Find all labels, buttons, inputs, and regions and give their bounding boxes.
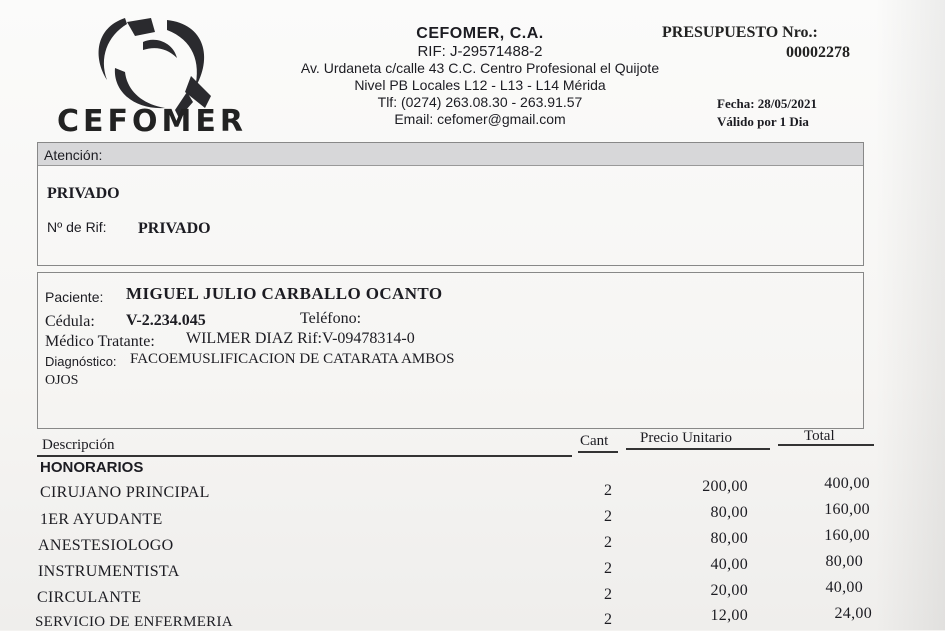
table-row-description: CIRUJANO PRINCIPAL (40, 484, 210, 501)
col-header-unit-price: Precio Unitario (640, 430, 733, 446)
table-row-total: 80,00 (825, 553, 863, 570)
quote-block (662, 24, 862, 62)
table-row-unit-price: 80,00 (710, 504, 748, 521)
diagnosis-label: Diagnóstico: (45, 354, 117, 369)
table-row-description: INSTRUMENTISTA (38, 563, 180, 580)
table-row-qty: 2 (604, 560, 613, 577)
company-address-2: Nivel PB Locales L12 - L13 - L14 Mérida (354, 77, 606, 93)
attention-box (37, 142, 864, 266)
table-row-total: 400,00 (824, 475, 870, 492)
attention-rif-value: PRIVADO (138, 220, 211, 237)
page-shadow (875, 0, 945, 630)
company-header (250, 25, 710, 128)
table-row-unit-price: 40,00 (710, 556, 748, 573)
table-row-description: SERVICIO DE ENFERMERIA (35, 614, 233, 630)
patient-phone-label: Teléfono: (300, 310, 362, 327)
quote-label: PRESUPUESTO Nro.: (662, 24, 818, 41)
patient-id-label: Cédula: (45, 313, 95, 330)
doctor-label: Médico Tratante: (45, 333, 155, 350)
header-rule-total (778, 444, 874, 446)
table-row-qty: 2 (604, 611, 613, 628)
table-row-qty: 2 (604, 586, 613, 603)
attention-name: PRIVADO (47, 185, 120, 202)
doctor-name: WILMER DIAZ Rif:V-09478314-0 (186, 330, 415, 347)
quote-date: Fecha: 28/05/2021 (717, 96, 818, 111)
attention-title: Atención: (38, 143, 863, 166)
table-row-qty: 2 (604, 534, 613, 551)
table-row-unit-price: 80,00 (710, 530, 748, 547)
company-email: Email: cefomer@gmail.com (394, 111, 566, 127)
table-row-description: ANESTESIOLOGO (38, 537, 174, 554)
table-row-qty: 2 (604, 508, 613, 525)
attention-rif-label: Nº de Rif: (47, 219, 107, 235)
company-rif: RIF: J-29571488-2 (417, 43, 543, 60)
patient-name-label: Paciente: (45, 289, 104, 305)
table-row-unit-price: 20,00 (710, 582, 748, 599)
table-row-description: 1ER AYUDANTE (40, 511, 163, 528)
table-row-qty: 2 (604, 482, 613, 499)
table-row-unit-price: 200,00 (702, 478, 748, 495)
header-rule-unit-price (626, 448, 770, 450)
diagnosis-line-2: OJOS (45, 373, 79, 388)
patient-id: V-2.234.045 (126, 312, 206, 329)
company-address-1: Av. Urdaneta c/calle 43 C.C. Centro Profesional el Quijote (300, 60, 660, 76)
table-row-total: 160,00 (824, 527, 870, 544)
table-row-total: 160,00 (824, 501, 870, 518)
table-row-total: 24,00 (834, 605, 872, 622)
col-header-qty: Cant (580, 433, 609, 449)
quote-number: 00002278 (786, 44, 850, 61)
quote-dates (717, 95, 817, 131)
col-header-description: Descripción (42, 437, 115, 453)
company-name: CEFOMER, C.A. (416, 25, 544, 42)
patient-box (37, 272, 864, 429)
patient-name: MIGUEL JULIO CARBALLO OCANTO (126, 284, 443, 303)
quote-validity: Válido por 1 Dia (717, 114, 809, 129)
header-rule-qty (578, 451, 618, 453)
table-row-total: 40,00 (825, 579, 863, 596)
diagnosis-line-1: FACOEMUSLIFICACION DE CATARATA AMBOS (130, 351, 455, 367)
section-honorarios: HONORARIOS (40, 459, 144, 476)
table-row-description: CIRCULANTE (37, 589, 142, 606)
table-row-unit-price: 12,00 (710, 607, 748, 624)
company-phone: Tlf: (0274) 263.08.30 - 263.91.57 (377, 94, 583, 110)
logo-wordmark: CEFOMER (57, 104, 247, 139)
col-header-total: Total (804, 428, 835, 444)
header-rule-description (37, 455, 572, 457)
